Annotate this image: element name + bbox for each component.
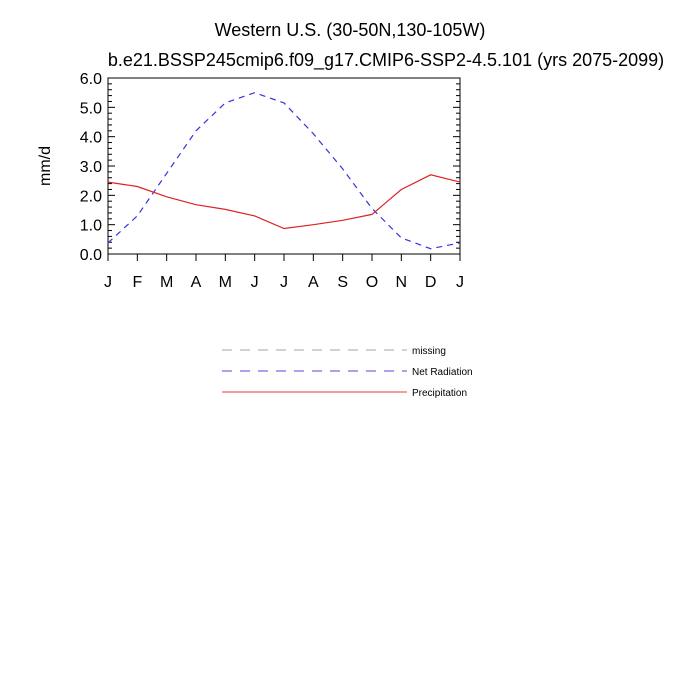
y-tick-label: 5.0 <box>79 100 102 118</box>
x-tick-label: F <box>132 274 143 291</box>
x-tick-label: J <box>250 274 259 291</box>
x-tick-label: A <box>307 274 319 291</box>
x-tick-label: A <box>190 274 202 291</box>
legend-label: Net Radiation <box>412 367 473 378</box>
x-tick-label: M <box>218 274 232 291</box>
y-tick-label: 0.0 <box>79 247 102 264</box>
x-tick-label: J <box>104 274 112 291</box>
legend-label: missing <box>412 346 446 357</box>
x-tick-label: O <box>365 274 379 291</box>
x-tick-label: S <box>337 274 349 291</box>
x-tick-label: J <box>280 274 288 291</box>
y-tick-label: 4.0 <box>79 129 102 147</box>
x-tick-label: D <box>424 274 437 291</box>
chart-subtitle: b.e21.BSSP245cmip6.f09_g17.CMIP6-SSP2-4.5.101 (yrs 2075-2099) <box>107 50 665 70</box>
plot-frame <box>108 78 460 254</box>
y-tick-label: 3.0 <box>79 159 102 176</box>
chart-title: Western U.S. (30-50N,130-105W) <box>214 20 486 40</box>
series-line-net-radiation <box>108 93 460 249</box>
x-tick-label: J <box>456 274 464 291</box>
y-tick-label: 2.0 <box>79 188 102 206</box>
y-tick-label: 1.0 <box>79 217 102 235</box>
legend <box>222 346 473 399</box>
x-tick-label: M <box>160 274 174 291</box>
plot-area <box>80 71 464 291</box>
y-tick-label: 6.0 <box>79 71 102 88</box>
y-axis-label: mm/d <box>37 146 54 186</box>
legend-label: Precipitation <box>412 388 468 399</box>
x-tick-label: N <box>395 274 408 291</box>
